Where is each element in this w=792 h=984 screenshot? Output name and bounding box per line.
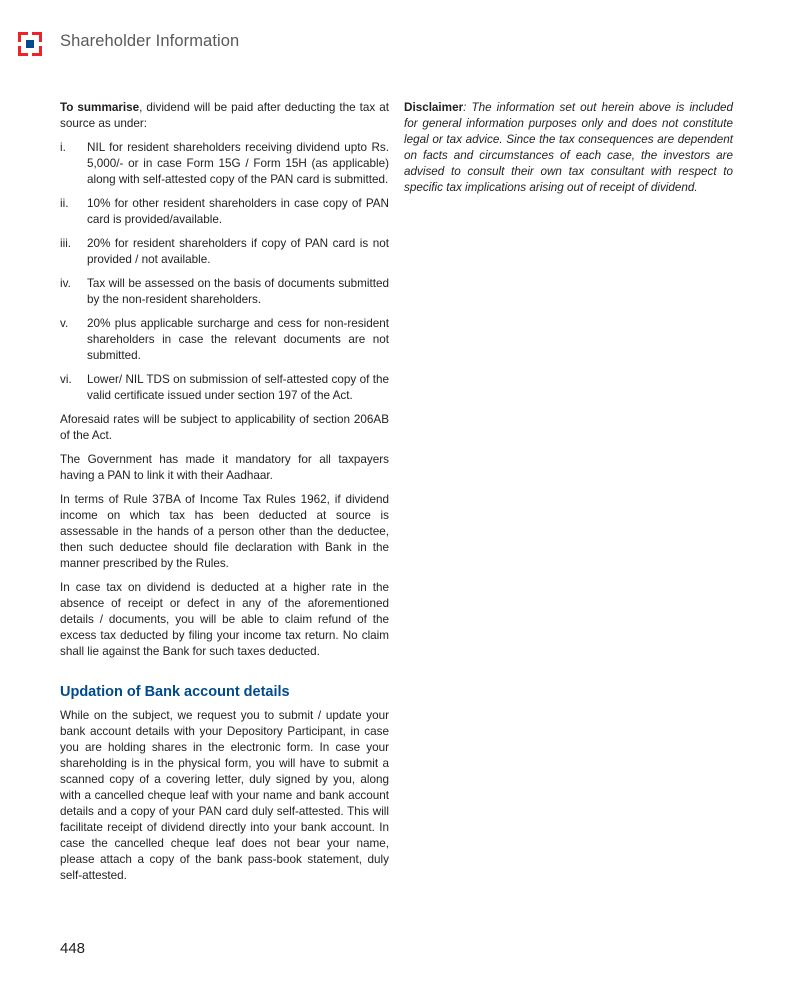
list-item-number: i. [60, 141, 66, 154]
list-item-text: 10% for other resident shareholders in case copy of PAN card is provided/available. [87, 197, 389, 226]
aadhaar-paragraph: The Government has made it mandatory for all taxpayers having a PAN to link it with their Aadhaar. [60, 453, 389, 482]
list-item-text: 20% plus applicable surcharge and cess for non-resident shareholders in case the relevant documents are not submitted. [87, 317, 389, 362]
list-item-text: 20% for resident shareholders if copy of PAN card is not provided / not available. [87, 237, 389, 266]
left-column [60, 100, 389, 892]
list-item-number: iv. [60, 277, 71, 290]
page-number: 448 [60, 940, 86, 957]
refund-paragraph: In case tax on dividend is deducted at a higher rate in the absence of receipt or defect in any of the aforementioned details / documents, you will be able to claim refund of the excess tax deducted by filing your income tax return. No claim shall lie against the Bank for such taxes deducted. [60, 581, 389, 658]
list-item [60, 236, 389, 268]
list-item [60, 316, 389, 364]
disclaimer-label: Disclaimer [404, 101, 464, 114]
list-item [60, 372, 389, 404]
list-item [60, 276, 389, 308]
section-heading: Updation of Bank account details [60, 684, 290, 700]
list-item-text: Tax will be assessed on the basis of documents submitted by the non-resident shareholders. [87, 277, 389, 306]
list-item-text: Lower/ NIL TDS on submission of self-attested copy of the valid certificate issued under section 197 of the Act. [87, 373, 389, 402]
bank-details-paragraph: While on the subject, we request you to submit / update your bank account details with your Depository Participant, in case you are holding shares in the electronic form. In case your shareholding is in the physical form, you will have to submit a scanned copy of a covering letter, duly signed by you, along with a cancelled cheque leaf with your name and bank account details and a copy of your PAN card duly self-attested. This will facilitate receipt of dividend directly into your bank account. In case the cancelled cheque leaf does not bear your name, please attach a copy of the bank pass-book statement, duly self-attested. [60, 709, 389, 882]
rule-37ba-paragraph: In terms of Rule 37BA of Income Tax Rules 1962, if dividend income on which tax has been deducted at source is assessable in the hands of a person other than the deductee, then such deductee should file declaration with Bank in the manner prescribed by the Rules. [60, 493, 389, 570]
right-column [404, 100, 733, 204]
tax-rate-list [60, 140, 389, 404]
page-header-title: Shareholder Information [60, 32, 240, 50]
summary-intro [60, 100, 389, 132]
list-item-number: v. [60, 317, 69, 330]
summary-bold-label: To summarise [60, 101, 140, 114]
rates-paragraph: Aforesaid rates will be subject to applicability of section 206AB of the Act. [60, 413, 389, 442]
list-item-text: NIL for resident shareholders receiving dividend upto Rs. 5,000/- or in case Form 15G / Form 15H (as applicable) along with self-attested copy of the PAN card is submitted. [87, 141, 389, 186]
hdfc-bank-logo-icon [18, 32, 42, 56]
list-item-number: iii. [60, 237, 72, 250]
summary-intro-text: , dividend will be paid after deducting the tax at source as under: [60, 101, 389, 130]
list-item [60, 140, 389, 188]
list-item-number: ii. [60, 197, 69, 210]
list-item [60, 196, 389, 228]
list-item-number: vi. [60, 373, 72, 386]
disclaimer [404, 100, 733, 196]
disclaimer-text: : The information set out herein above is included for general information purposes only and does not constitute legal or tax advice. Since the tax consequences are dependent on facts and circumstances of each case, the investors are advised to consult their own tax consultant with respect to specific tax implications arising out of receipt of dividend. [404, 101, 733, 194]
